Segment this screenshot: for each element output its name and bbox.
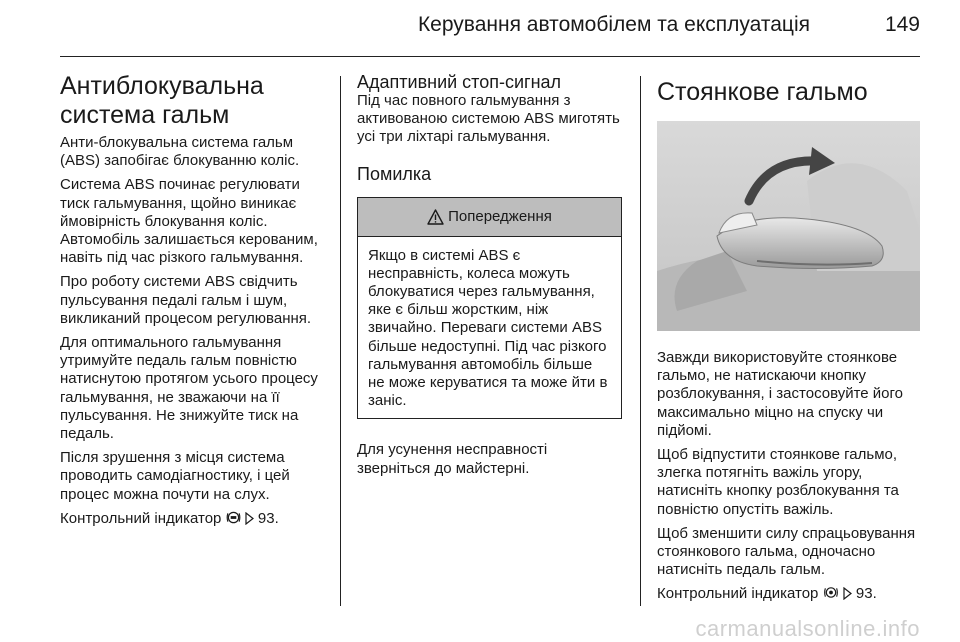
warning-box-body	[358, 237, 621, 419]
page-number: 149	[884, 13, 920, 36]
warning-box-text: Якщо в системі ABS є несправність, колеса можуть блокуватися через гальмування, яке є більш жорстким, ніж звичайно. Переваги системи ABS більше недоступні. Під час різкого гальмування автомобіль більше не може керуватися та може йти в заніс.	[368, 246, 608, 410]
fault-service-paragraph: Для усунення несправності зверніться до майстерні.	[357, 441, 548, 477]
subheading-fault: Помилка	[357, 163, 432, 184]
column-abs	[60, 72, 328, 534]
abs-indicator-page-ref[interactable]: 93.	[257, 509, 279, 527]
parking-brake-paragraph-3: Щоб зменшити силу спрацьовування стоянкового гальма, одночасно натисніть педаль гальм.	[657, 524, 916, 579]
abs-paragraph-4: Для оптимального гальмування утримуйте педаль гальм повністю натиснутою протягом усього процесу гальмування, не зважаючи на її пульсування. Не знижуйте тиск на педаль.	[60, 334, 318, 443]
abs-warning-lamp-icon	[226, 510, 241, 525]
warning-triangle-icon	[427, 209, 444, 225]
column-parking-brake	[657, 72, 922, 610]
parking-brake-lamp-icon	[823, 585, 839, 600]
parking-brake-indicator-label: Контрольний індикатор	[657, 585, 819, 603]
abs-indicator-line	[60, 510, 328, 528]
parking-brake-paragraph-2: Щоб відпустити стоянкове гальмо, злегка потягніть важіль угору, натисніть кнопку розблокування та повністю опустіть важіль.	[657, 446, 899, 518]
page-header	[60, 0, 920, 60]
abs-paragraph-1: Анти-блокувальна система гальм (ABS) запобігає блокуванню коліс.	[60, 134, 300, 170]
section-heading-abs: Антиблокувальна система гальм	[60, 72, 264, 129]
page-reference-arrow-icon	[843, 587, 852, 600]
header-divider	[60, 56, 920, 57]
page-reference-arrow-icon	[245, 512, 254, 525]
parking-brake-lever-illustration	[657, 121, 920, 331]
section-heading-adaptive-brake-light: Адаптивний стоп-сигнал	[357, 72, 562, 92]
warning-box-header	[358, 198, 621, 237]
warning-box	[357, 197, 622, 420]
column-divider-1	[340, 76, 341, 606]
running-header-title: Керування автомобілем та експлуатація	[417, 13, 810, 36]
abs-indicator-label: Контрольний індикатор	[60, 509, 222, 527]
warning-box-title: Попередження	[448, 208, 552, 226]
section-heading-parking-brake: Стоянкове гальмо	[657, 78, 868, 106]
parking-brake-indicator-page-ref[interactable]: 93.	[855, 585, 877, 603]
adaptive-brake-light-paragraph: Під час повного гальмування з активованою системою ABS миготять усі три ліхтарі гальмування.	[357, 92, 620, 146]
parking-brake-paragraph-1: Завжди використовуйте стоянкове гальмо, не натискаючи кнопку розблокування, і застосовуйте його максимально міцно на спуску чи підйомі.	[657, 349, 904, 439]
abs-paragraph-5: Після зрушення з місця система проводить самодіагностику, і цей процес можна почути на слух.	[60, 449, 290, 503]
column-adaptive-brake-light	[357, 72, 622, 484]
watermark: carmanualsonline.info	[695, 616, 920, 641]
column-divider-2	[640, 76, 641, 606]
abs-paragraph-3: Про роботу системи ABS свідчить пульсування педалі гальм і шум, викликаний процесом регулювання.	[60, 273, 312, 327]
parking-brake-indicator-line	[657, 585, 922, 603]
abs-paragraph-2: Система ABS починає регулювати тиск гальмування, щойно виникає ймовірність блокування коліс. Автомобіль залишається керованим, навіть під час різкого гальмування.	[60, 176, 318, 267]
